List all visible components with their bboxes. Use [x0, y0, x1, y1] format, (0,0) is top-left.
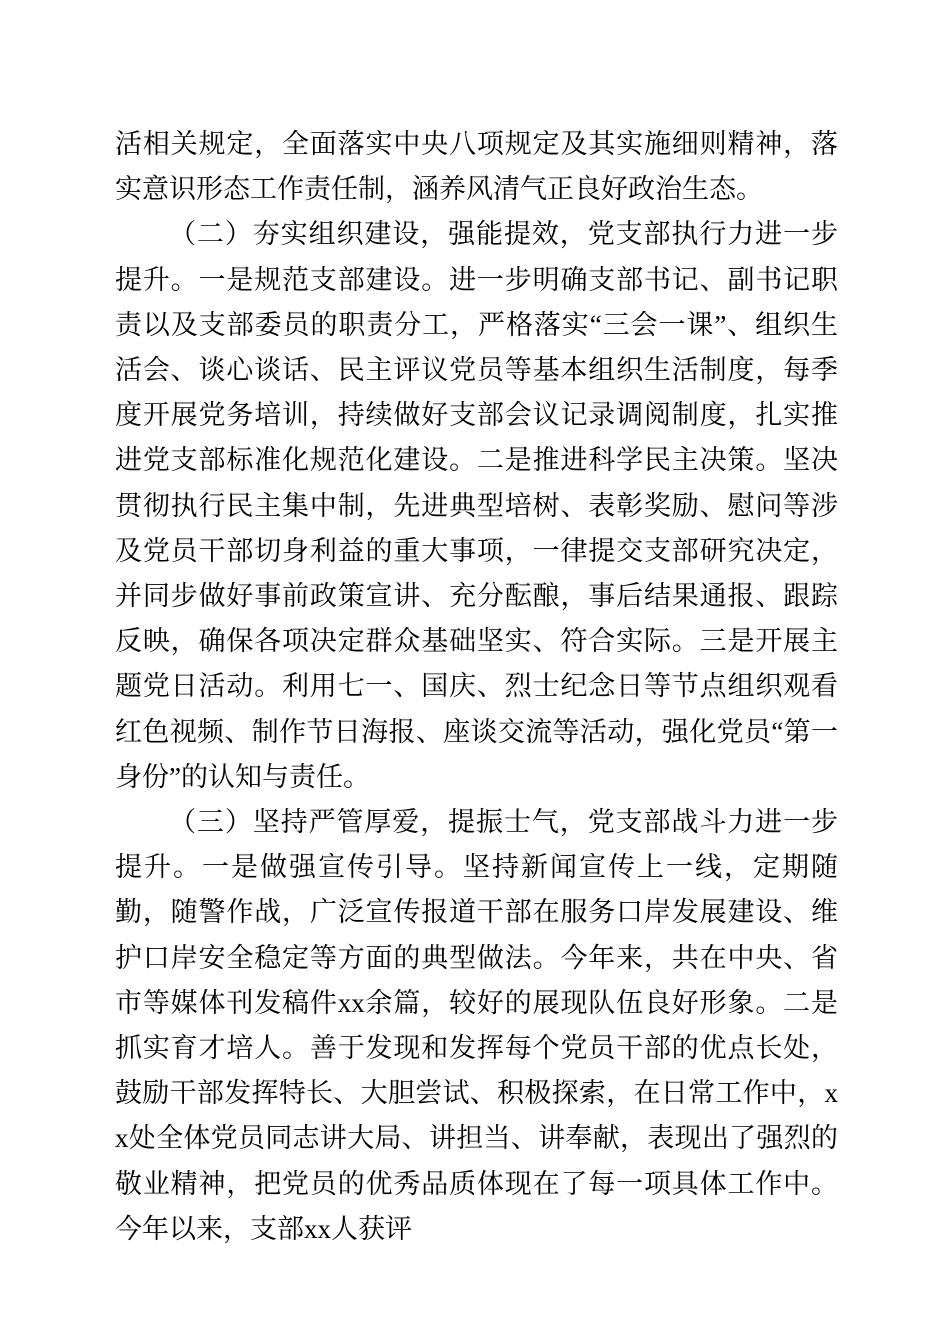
paragraph-continuation: 活相关规定，全面落实中央八项规定及其实施细则精神，落实意识形态工作责任制，涵养风清气正良好政治生态。	[115, 129, 838, 205]
paragraph-section-two: （二）夯实组织建设，强能提效，党支部执行力进一步提升。一是规范支部建设。进一步明确支部书记、副书记职责以及支部委员的职责分工，严格落实“三会一课”、组织生活会、谈心谈话、民主评议党员等基本组织生活制度，每季度开展党务培训，持续做好支部会议记录调阅制度，扎实推进党支部标准化规范化建设。二是推进科学民主决策。坚决贯彻执行民主集中制，先进典型培树、表彰奖励、慰问等涉及党员干部切身利益的重大事项，一律提交支部研究决定，并同步做好事前政策宣讲、充分酝酿，事后结果通报、跟踪反映，确保各项决定群众基础坚实、符合实际。三是开展主题党日活动。利用七一、国庆、烈士纪念日等节点组织观看红色视频、制作节日海报、座谈交流等活动，强化党员“第一身份”的认知与责任。	[115, 219, 838, 792]
paragraph-section-three: （三）坚持严管厚爱，提振士气，党支部战斗力进一步提升。一是做强宣传引导。坚持新闻宣传上一线，定期随勤，随警作战，广泛宣传报道干部在服务口岸发展建设、维护口岸安全稳定等方面的典型做法。今年来，共在中央、省市等媒体刊发稿件xx余篇，较好的展现队伍良好形象。二是抓实育才培人。善于发现和发挥每个党员干部的优点长处，鼓励干部发挥特长、大胆尝试、积极探索，在日常工作中，xx处全体党员同志讲大局、讲担当、讲奉献，表现出了强烈的敬业精神，把党员的优秀品质体现在了每一项具体工作中。今年以来，支部xx人获评	[115, 807, 838, 1244]
